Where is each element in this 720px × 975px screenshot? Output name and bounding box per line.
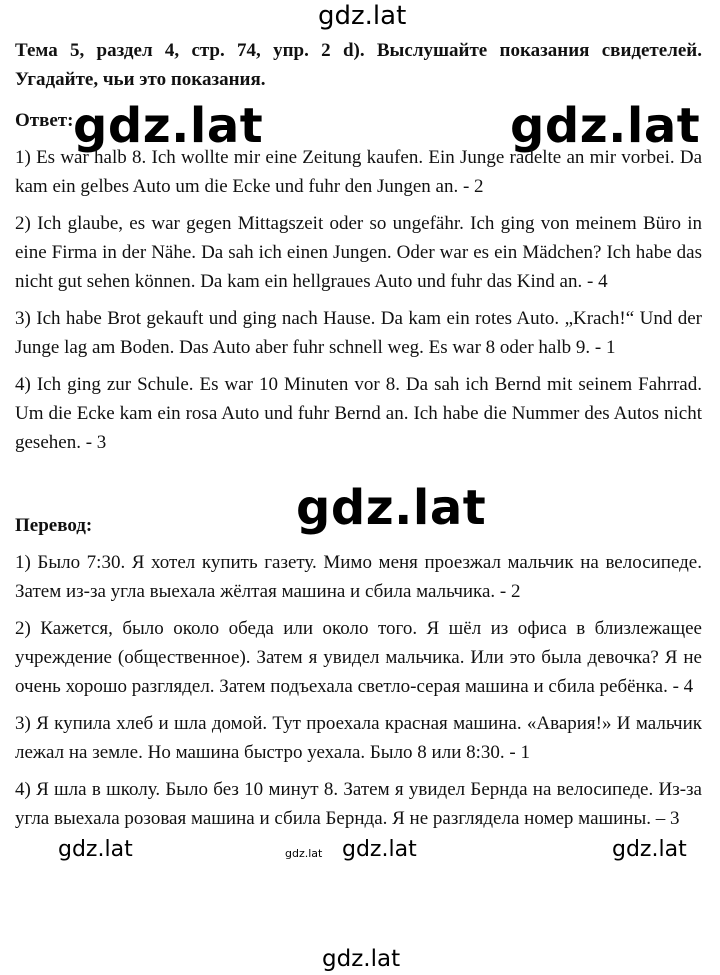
watermark-bottom-left: gdz.lat	[58, 837, 133, 862]
answer-paragraph: 3) Ich habe Brot gekauft und ging nach Hause. Da kam ein rotes Auto. „Krach!“ Und der Junge lag am Boden. Das Auto aber fuhr schnell weg. Es war 8 oder halb 9. - 1	[15, 308, 702, 358]
watermark-top: gdz.lat	[318, 1, 407, 31]
watermark-bottom-mid: gdz.lat	[342, 837, 417, 862]
watermark-tiny: gdz.lat	[285, 847, 323, 860]
watermark-left: gdz.lat	[73, 98, 264, 154]
watermark-center: gdz.lat	[296, 480, 487, 536]
exercise-heading: Тема 5, раздел 4, стр. 74, упр. 2 d). Выслушайте показания свидетелей. Угадайте, чьи это показания.	[15, 40, 702, 90]
translation-paragraph: 2) Кажется, было около обеда или около того. Я шёл из офиса в близлежащее учреждение (общественное). Затем я увидел мальчика. Или это была девочка? Я не очень хорошо разглядел. Затем подъехала светло-серая машина и сбила ребёнка. - 4	[15, 618, 702, 697]
answer-paragraph: 1) Es war halb 8. Ich wollte mir eine Zeitung kaufen. Ein Junge radelte an mir vorbei. Da kam ein gelbes Auto um die Ecke und fuhr den Jungen an. - 2	[15, 147, 702, 197]
document-body	[15, 36, 702, 841]
answer-paragraph: 4) Ich ging zur Schule. Es war 10 Minuten vor 8. Da sah ich Bernd mit seinem Fahrrad. Um die Ecke kam ein rosa Auto und fuhr Bernd an. Ich habe die Nummer des Autos nicht gesehen. - 3	[15, 374, 702, 453]
translation-paragraph: 3) Я купила хлеб и шла домой. Тут проехала красная машина. «Авария!» И мальчик лежал на земле. Но машина быстро уехала. Было 8 или 8:30. - 1	[15, 713, 702, 763]
translation-label: Перевод:	[15, 515, 93, 536]
translation-paragraph: 1) Было 7:30. Я хотел купить газету. Мимо меня проезжал мальчик на велосипеде. Затем из-за угла выехала жёлтая машина и сбила мальчика. - 2	[15, 552, 702, 602]
answer-label: Ответ:	[15, 110, 74, 131]
translation-paragraph: 4) Я шла в школу. Было без 10 минут 8. Затем я увидел Бернда на велосипеде. Из-за угла выехала розовая машина и сбила Бернда. Я не разглядела номер машины. – 3	[15, 779, 702, 829]
watermark-bottom-right: gdz.lat	[612, 837, 687, 862]
watermark-right: gdz.lat	[510, 98, 701, 154]
watermark-footer: gdz.lat	[322, 946, 401, 972]
answer-paragraph: 2) Ich glaube, es war gegen Mittagszeit oder so ungefähr. Ich ging von meinem Büro in eine Firma in der Nähe. Da sah ich einen Jungen. Oder war es ein Mädchen? Ich habe das nicht gut sehen können. Da kam ein hellgraues Auto und fuhr das Kind an. - 4	[15, 213, 702, 292]
